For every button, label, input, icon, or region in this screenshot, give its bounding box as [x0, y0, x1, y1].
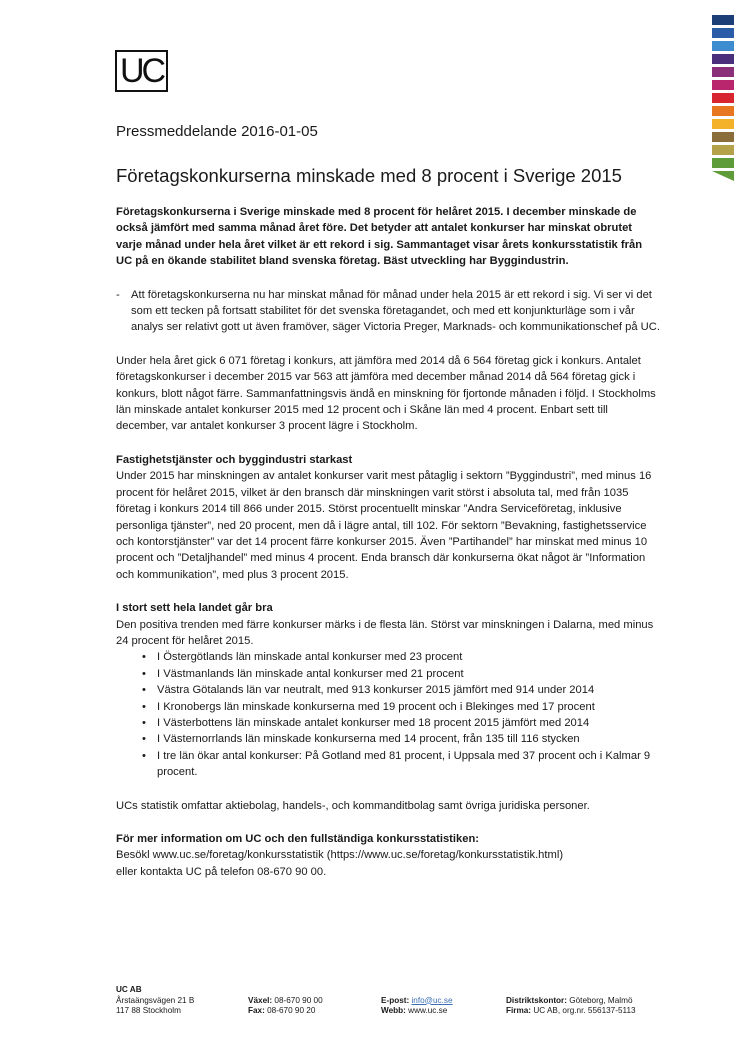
- uc-logo: [115, 50, 168, 92]
- footer-firm-label: Firma:: [506, 1006, 532, 1015]
- footer-address-line-1: Årstaängsvägen 21 B: [116, 995, 195, 1005]
- statistics-note: UCs statistik omfattar aktiebolag, handels-, och kommanditbolag samt övriga juridiska personer.: [116, 799, 590, 812]
- section-heading-industries: Fastighetstjänster och byggindustri starkast: [116, 453, 353, 466]
- footer-email-link[interactable]: info@uc.se: [411, 995, 453, 1005]
- footer-web-label: Webb:: [381, 1006, 406, 1015]
- list-item: • I Västernorrlands län minskade konkurserna med 14 procent, från 135 till 116 stycken: [143, 731, 661, 747]
- more-info-line-2: eller kontakta UC på telefon 08-670 90 00.: [116, 865, 327, 878]
- brand-stripe: [712, 93, 734, 103]
- quote-block: [116, 287, 661, 336]
- brand-stripe: [712, 80, 734, 90]
- brand-stripe: [712, 15, 734, 25]
- footer-contact: [381, 996, 506, 1017]
- footer-phone-label: Växel:: [248, 995, 273, 1005]
- brand-stripe: [712, 54, 734, 64]
- quote-text: Att företagskonkurserna nu har minskat månad för månad under hela 2015 är ett rekord i sig. Vi ser vi det som ett tecken på fortsatt stabilitet för det svenska företagandet, och med ett konjunkturläge som i vår analys ser relativt gott ut även framöver, säger Victoria Preger, Marknads- och kommunikationschef på UC.: [131, 288, 660, 334]
- quote-dash: -: [116, 288, 120, 301]
- press-release-body: [116, 118, 661, 880]
- footer-offices: Göteborg, Malmö: [569, 995, 633, 1005]
- page-title: Företagskonkurserna minskade med 8 procent i Sverige 2015: [116, 165, 622, 186]
- press-release-date: Pressmeddelande 2016-01-05: [116, 123, 318, 140]
- footer-address-line-2: 117 88 Stockholm: [116, 1006, 181, 1015]
- list-item: • I Östergötlands län minskade antal konkurser med 23 procent: [143, 649, 661, 665]
- brand-stripe: [712, 28, 734, 38]
- footer-web: www.uc.se: [408, 1006, 448, 1015]
- brand-stripe: [712, 106, 734, 116]
- brand-stripe: [712, 145, 734, 155]
- list-item: • I tre län ökar antal konkurser: På Gotland med 81 procent, i Uppsala med 37 procent och i Kalmar 9 procent.: [143, 748, 661, 781]
- footer-phone: 08-670 90 00: [274, 995, 323, 1005]
- footer-email-label: E-post:: [381, 995, 410, 1005]
- footer-company: UC AB: [116, 985, 142, 994]
- list-item: • I Västmanlands län minskade antal konkurser med 21 procent: [143, 666, 661, 682]
- more-info-heading: För mer information om UC och den fullständiga konkursstatistiken:: [116, 833, 480, 845]
- lead-paragraph: Företagskonkurserna i Sverige minskade med 8 procent för helåret 2015. I december minskade de också jämfört med samma månad året före. Det betyder att antalet konkurser har minskat obrutet varje månad under hela året vilket är ett rekord i sig. Sammantaget visar årets konkursstatistik från UC på en ökande stabilitet bland svenska företag. Bäst utveckling har Byggindustrin.: [116, 206, 643, 268]
- footer-phone-fax: [248, 996, 381, 1017]
- brand-stripe-tip: [712, 171, 734, 181]
- brand-stripe: [712, 67, 734, 77]
- footer-address: [116, 996, 248, 1017]
- list-item: • I Kronobergs län minskade konkurserna med 19 procent och i Blekinges med 17 procent: [143, 699, 661, 715]
- logo-text: UC: [120, 52, 164, 90]
- page-footer: [116, 985, 676, 1017]
- footer-offices: [506, 996, 676, 1017]
- footer-firm: UC AB, org.nr. 556137-5113: [533, 1006, 636, 1015]
- region-bullet-list: [116, 649, 661, 780]
- section-text-industries: Under 2015 har minskningen av antalet konkurser varit mest påtaglig i sektorn ”Byggindustri”, med minus 16 procent för helåret 2015, vilket är den bransch där minskningen varit störst i absoluta tal, med från 1035 företag i konkurs 2014 till 866 under 2015. Störst procentuellt minskar ”Andra Serviceföretag, inklusive personliga tjänster”, ned 20 procent, men då i lägre antal, till 102. För sektorn ”Bevakning, fastighetsservice och kontorstjänster” var det 14 procent färre konkurser 2015. Även ”Partihandel” har minskat med minus 10 procent och ”Detaljhandel” med minus 4 procent. Enda bransch där konkurserna ökat något är ”Information och kommunikation”, med plus 3 procent 2015.: [116, 470, 652, 581]
- footer-offices-label: Distriktskontor:: [506, 995, 567, 1005]
- more-info-line-1: Besökl www.uc.se/foretag/konkursstatistik (https://www.uc.se/foretag/konkursstatistik.html): [116, 849, 564, 862]
- brand-stripe: [712, 132, 734, 142]
- brand-stripe: [712, 41, 734, 51]
- brand-color-stripes: [712, 15, 734, 181]
- yearly-summary-paragraph: Under hela året gick 6 071 företag i konkurs, att jämföra med 2014 då 6 564 företag gick i konkurs. Antalet företagskonkurser i december 2015 var 563 att jämföra med december månad 2014 då 564 företag gick i konkurs, blott något färre. Sammanfattningsvis ändå en minskning för fjortonde månaden i följd. I Stockholms län minskade antalet konkurser 2015 med 12 procent och i Skåne län med 4 procent. Enbart sett till december, var antalet konkurser 3 procent lägre i Stockholm.: [116, 354, 656, 433]
- footer-fax-label: Fax:: [248, 1006, 265, 1015]
- brand-stripe: [712, 119, 734, 129]
- section-heading-regions: I stort sett hela landet går bra: [116, 602, 273, 615]
- list-item: • Västra Götalands län var neutralt, med 913 konkurser 2015 jämfört med 914 under 2014: [143, 682, 661, 698]
- section-text-regions: Den positiva trenden med färre konkurser märks i de flesta län. Störst var minskningen i Dalarna, med minus 24 procent för helåret 2015.: [116, 618, 654, 647]
- footer-fax: 08-670 90 20: [267, 1006, 316, 1015]
- brand-stripe: [712, 158, 734, 168]
- list-item: • I Västerbottens län minskade antalet konkurser med 18 procent 2015 jämfört med 2014: [143, 715, 661, 731]
